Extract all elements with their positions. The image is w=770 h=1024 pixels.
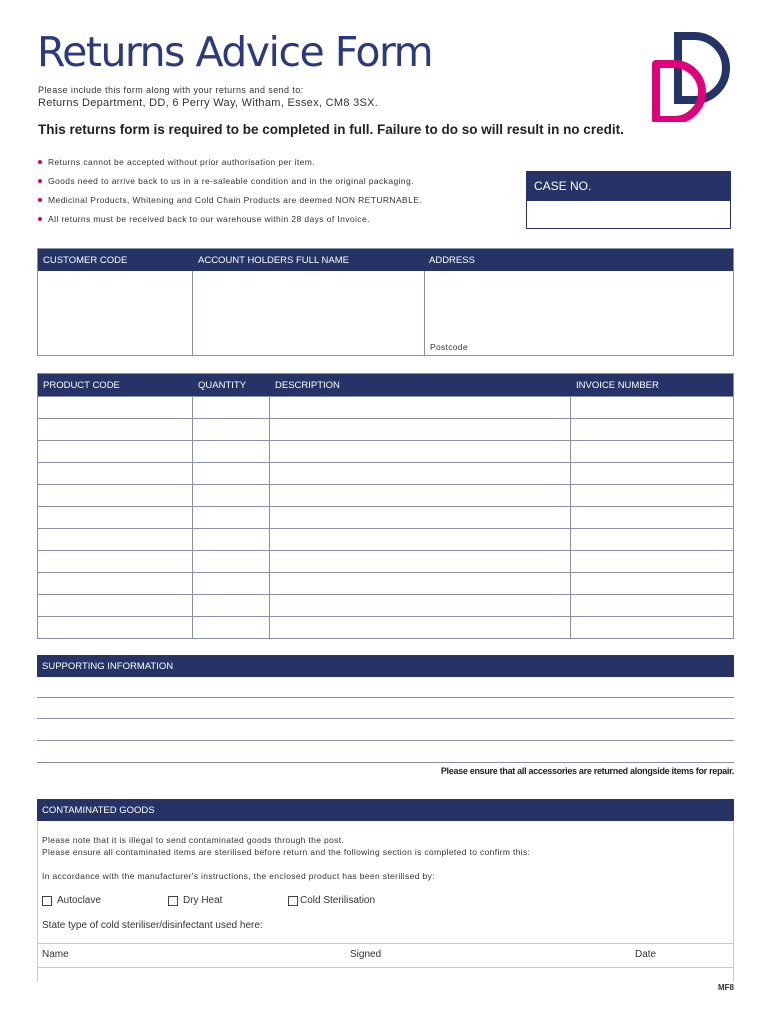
list-item: Returns cannot be accepted without prior authorisation per item. — [38, 157, 422, 176]
invoice-number-cell[interactable] — [571, 441, 733, 462]
invoice-number-cell[interactable] — [571, 573, 733, 594]
quantity-cell[interactable] — [193, 573, 270, 594]
quantity-cell[interactable] — [193, 617, 270, 638]
table-row — [38, 396, 733, 418]
table-row — [38, 418, 733, 440]
checkbox-icon[interactable] — [288, 896, 298, 906]
contaminated-goods-heading: CONTAMINATED GOODS — [37, 799, 734, 821]
product-code-cell[interactable] — [38, 617, 193, 638]
table-row — [38, 440, 733, 462]
product-table — [37, 373, 734, 639]
product-code-cell[interactable] — [38, 485, 193, 506]
invoice-number-cell[interactable] — [571, 617, 733, 638]
dd-logo — [650, 30, 740, 122]
invoice-number-cell[interactable] — [571, 551, 733, 572]
product-code-cell[interactable] — [38, 419, 193, 440]
list-item: Medicinal Products, Whitening and Cold Chain Products are deemed NON RETURNABLE. — [38, 195, 422, 214]
case-number-label: CASE NO. — [527, 172, 730, 201]
quantity-cell[interactable] — [193, 595, 270, 616]
description-cell[interactable] — [270, 485, 571, 506]
table-row — [38, 550, 733, 572]
intro-text: Please include this form along with your returns and send to: — [38, 85, 304, 95]
header-customer-code: CUSTOMER CODE — [43, 254, 128, 266]
dry-heat-checkbox[interactable]: Dry Heat — [168, 895, 222, 906]
bullet-icon — [38, 179, 42, 183]
illegal-note: Please note that it is illegal to send contaminated goods through the post. — [42, 835, 345, 845]
product-code-cell[interactable] — [38, 551, 193, 572]
description-cell[interactable] — [270, 551, 571, 572]
account-name-field[interactable] — [193, 271, 425, 355]
product-code-cell[interactable] — [38, 507, 193, 528]
invoice-number-cell[interactable] — [571, 419, 733, 440]
quantity-cell[interactable] — [193, 551, 270, 572]
bullet-icon — [38, 160, 42, 164]
customer-table — [37, 248, 734, 356]
supporting-line[interactable] — [37, 740, 734, 741]
address-field[interactable] — [425, 271, 733, 355]
customer-code-field[interactable] — [38, 271, 193, 355]
invoice-number-cell[interactable] — [571, 595, 733, 616]
product-code-cell[interactable] — [38, 573, 193, 594]
steriliser-line[interactable] — [37, 943, 734, 944]
table-row — [38, 572, 733, 594]
signed-label: Signed — [350, 949, 382, 960]
manufacturer-note: In accordance with the manufacturer's instructions, the enclosed product has been sterilised by: — [42, 871, 435, 881]
header-description: DESCRIPTION — [275, 379, 340, 391]
quantity-cell[interactable] — [193, 463, 270, 484]
table-row — [38, 462, 733, 484]
list-item: Goods need to arrive back to us in a re-saleable condition and in the original packaging. — [38, 176, 422, 195]
cold-sterilisation-checkbox[interactable]: Cold Sterilisation — [288, 895, 375, 906]
header-quantity: QUANTITY — [198, 379, 247, 391]
quantity-cell[interactable] — [193, 441, 270, 462]
description-cell[interactable] — [270, 441, 571, 462]
product-code-cell[interactable] — [38, 529, 193, 550]
product-code-cell[interactable] — [38, 397, 193, 418]
contaminated-goods-section — [37, 822, 734, 982]
supporting-line[interactable] — [37, 697, 734, 698]
description-cell[interactable] — [270, 617, 571, 638]
invoice-number-cell[interactable] — [571, 463, 733, 484]
description-cell[interactable] — [270, 419, 571, 440]
description-cell[interactable] — [270, 529, 571, 550]
header-account-name: ACCOUNT HOLDERS FULL NAME — [198, 254, 349, 266]
supporting-info-heading: SUPPORTING INFORMATION — [37, 655, 734, 677]
list-item: All returns must be received back to our warehouse within 28 days of Invoice. — [38, 214, 422, 233]
product-table-header — [38, 374, 733, 396]
steriliser-label: State type of cold steriliser/disinfectant used here: — [42, 920, 263, 931]
table-row — [38, 506, 733, 528]
bullet-icon — [38, 198, 42, 202]
table-row — [38, 616, 733, 638]
supporting-line[interactable] — [37, 718, 734, 719]
signature-line[interactable] — [37, 967, 734, 968]
autoclave-checkbox[interactable]: Autoclave — [42, 895, 101, 906]
description-cell[interactable] — [270, 397, 571, 418]
header-address: ADDRESS — [429, 254, 475, 266]
table-row — [38, 528, 733, 550]
invoice-number-cell[interactable] — [571, 397, 733, 418]
return-address: Returns Department, DD, 6 Perry Way, Witham, Essex, CM8 3SX. — [38, 97, 379, 109]
invoice-number-cell[interactable] — [571, 485, 733, 506]
bullet-list — [38, 157, 422, 233]
quantity-cell[interactable] — [193, 419, 270, 440]
name-label: Name — [42, 949, 69, 960]
header-invoice-number: INVOICE NUMBER — [576, 379, 659, 391]
quantity-cell[interactable] — [193, 397, 270, 418]
form-title: Returns Advice Form — [37, 28, 433, 76]
quantity-cell[interactable] — [193, 529, 270, 550]
checkbox-icon[interactable] — [168, 896, 178, 906]
product-code-cell[interactable] — [38, 463, 193, 484]
supporting-line[interactable] — [37, 762, 734, 763]
description-cell[interactable] — [270, 595, 571, 616]
case-number-field[interactable] — [527, 201, 730, 228]
header-product-code: PRODUCT CODE — [43, 379, 120, 391]
postcode-label: Postcode — [430, 342, 468, 352]
product-code-cell[interactable] — [38, 595, 193, 616]
quantity-cell[interactable] — [193, 507, 270, 528]
description-cell[interactable] — [270, 507, 571, 528]
invoice-number-cell[interactable] — [571, 529, 733, 550]
case-number-box — [526, 171, 731, 229]
invoice-number-cell[interactable] — [571, 507, 733, 528]
table-row — [38, 594, 733, 616]
checkbox-icon[interactable] — [42, 896, 52, 906]
customer-table-header — [38, 249, 733, 271]
product-code-cell[interactable] — [38, 441, 193, 462]
accessories-note: Please ensure that all accessories are returned alongside items for repair. — [440, 766, 734, 776]
sterilise-note: Please ensure all contaminated items are sterilised before return and the following section is completed to confirm this: — [42, 847, 531, 857]
form-code: MF8 — [718, 983, 734, 992]
date-label: Date — [635, 949, 657, 960]
description-cell[interactable] — [270, 573, 571, 594]
table-row — [38, 484, 733, 506]
bullet-icon — [38, 217, 42, 221]
warning-text: This returns form is required to be completed in full. Failure to do so will result in no credit. — [38, 122, 624, 137]
quantity-cell[interactable] — [193, 485, 270, 506]
description-cell[interactable] — [270, 463, 571, 484]
